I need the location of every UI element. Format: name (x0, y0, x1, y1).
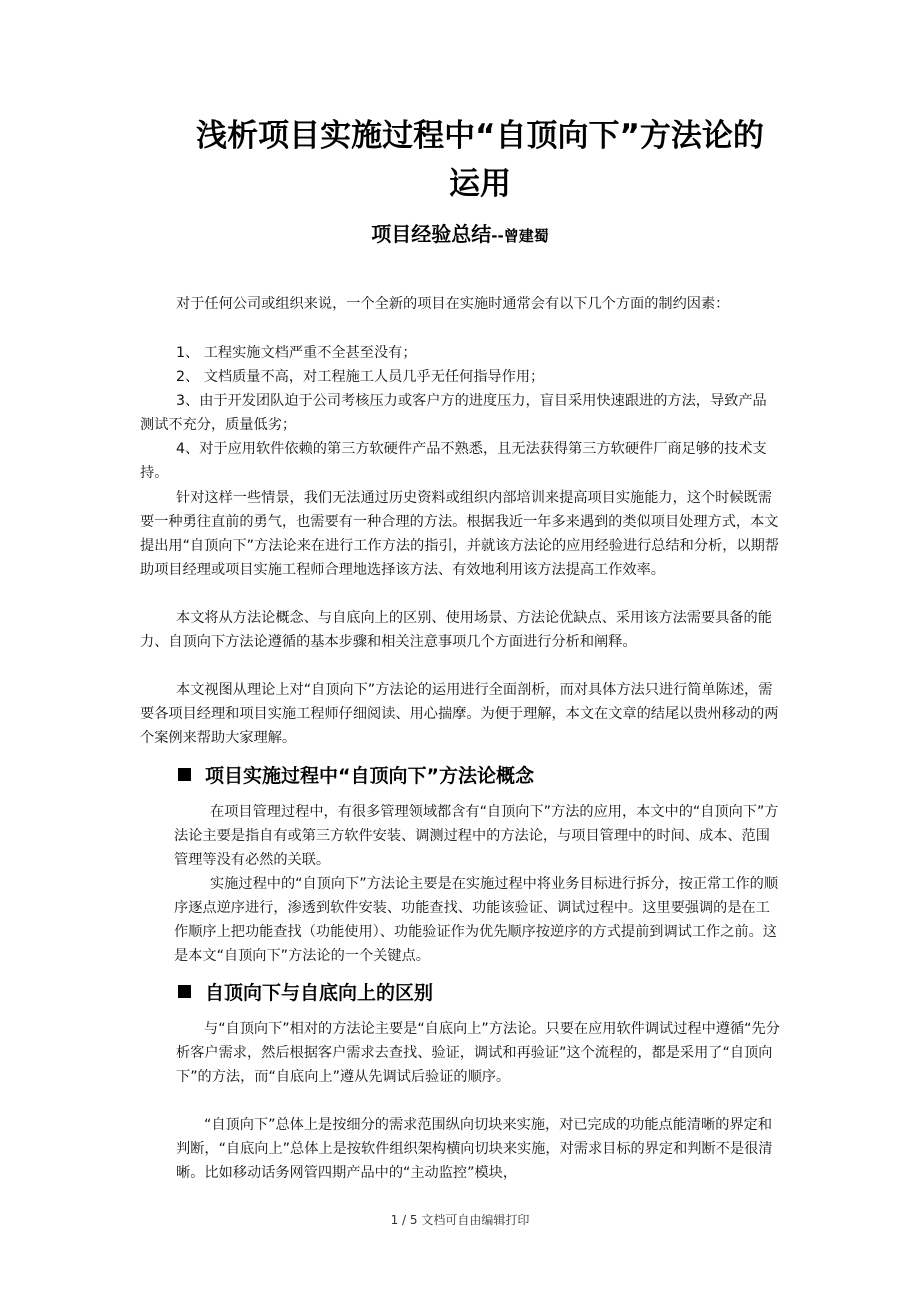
intro-list-item-4: 4、对于应用软件依赖的第三方软硬件产品不熟悉，且无法获得第三方软硬件厂商足够的技术支持。 (140, 441, 767, 481)
intro-list-item-3: 3、由于开发团队迫于公司考核压力或客户方的进度压力，盲目采用快速跟进的方法，导致产品测试不充分，质量低劣； (140, 393, 767, 433)
title-line-2: 运用 (449, 166, 511, 202)
section-2-paragraph-1: 与“自顶向下”相对的方法论主要是“自底向上”方法论。只要在应用软件调试过程中遵循“先分析客户需求，然后根据客户需求去查找、验证，调试和再验证”这个流程的，都是采用了“自顶向下”的方法，而“自底向上”遵从先调试后验证的顺序。 (176, 1021, 780, 1085)
square-bullet-icon (178, 768, 191, 781)
section-2-heading-text: 自顶向下与自底向上的区别 (205, 982, 434, 1004)
page-footer: 1 / 5 文档可自由编辑打印 (390, 1213, 530, 1227)
section-2-paragraph-2: “自顶向下”总体上是按细分的需求范围纵向切块来实施，对已完成的功能点能清晰的界定和判断，“自底向上”总体上是按软件组织架构横向切块来实施，对需求目标的界定和判断不是很清晰。比如移动话务网管四期产品中的“主动监控”模块， (176, 1117, 773, 1181)
subtitle-text: 项目经验总结 (371, 222, 492, 246)
square-bullet-icon (178, 985, 191, 998)
title-line-1: 浅析项目实施过程中“自顶向下”方法论的 (196, 118, 764, 154)
intro-scope-paragraph: 本文将从方法论概念、与自底向上的区别、使用场景、方法论优缺点、采用该方法需要具备的能力、自顶向下方法论遵循的基本步骤和相关注意事项几个方面进行分析和阐释。 (140, 610, 772, 650)
document-subtitle (0, 218, 920, 247)
section-2-heading (178, 979, 778, 1007)
intro-list-item-1: 1、 工程实施文档严重不全甚至没有； (176, 345, 417, 361)
document-title (180, 112, 780, 208)
intro-purpose-paragraph: 本文视图从理论上对“自顶向下”方法论的运用进行全面剖析，而对具体方法只进行简单陈述，需要各项目经理和项目实施工程师仔细阅读、用心揣摩。为便于理解，本文在文章的结尾以贵州移动的两个案例来帮助大家理解。 (140, 682, 779, 746)
intro-list-item-2: 2、 文档质量不高，对工程施工人员几乎无任何指导作用； (176, 369, 545, 385)
section-1-heading-text: 项目实施过程中“自顶向下”方法论概念 (205, 765, 534, 787)
section-1-paragraph-1: 在项目管理过程中，有很多管理领域都含有“自顶向下”方法的应用，本文中的“自顶向下”方法论主要是指自有或第三方软件安装、调测过程中的方法论，与项目管理中的时间、成本、范围管理等没有必然的关联。 (174, 804, 779, 868)
intro-context-paragraph: 针对这样一些情景，我们无法通过历史资料或组织内部培训来提高项目实施能力，这个时候既需要一种勇往直前的勇气，也需要有一种合理的方法。根据我近一年多来遇到的类似项目处理方式，本文提出用“自顶向下”方法论来在进行工作方法的指引，并就该方法论的应用经验进行总结和分析，以期帮助项目经理或项目实施工程师合理地选择该方法、有效地利用该方法提高工作效率。 (140, 490, 779, 578)
section-1-paragraph-2: 实施过程中的“自顶向下”方法论主要是在实施过程中将业务目标进行拆分，按正常工作的顺序逐点逆序进行，渗透到软件安装、功能查找、功能该验证、调试过程中。这里要强调的是在工作顺序上把功能查找（功能使用）、功能验证作为优先顺序按逆序的方式提前到调试工作之前。这是本文“自顶向下”方法论的一个关键点。 (174, 876, 779, 964)
intro-paragraph: 对于任何公司或组织来说，一个全新的项目在实施时通常会有以下几个方面的制约因素： (176, 296, 730, 312)
author-name: --曾建蜀 (491, 227, 549, 245)
section-1-heading (178, 762, 778, 790)
